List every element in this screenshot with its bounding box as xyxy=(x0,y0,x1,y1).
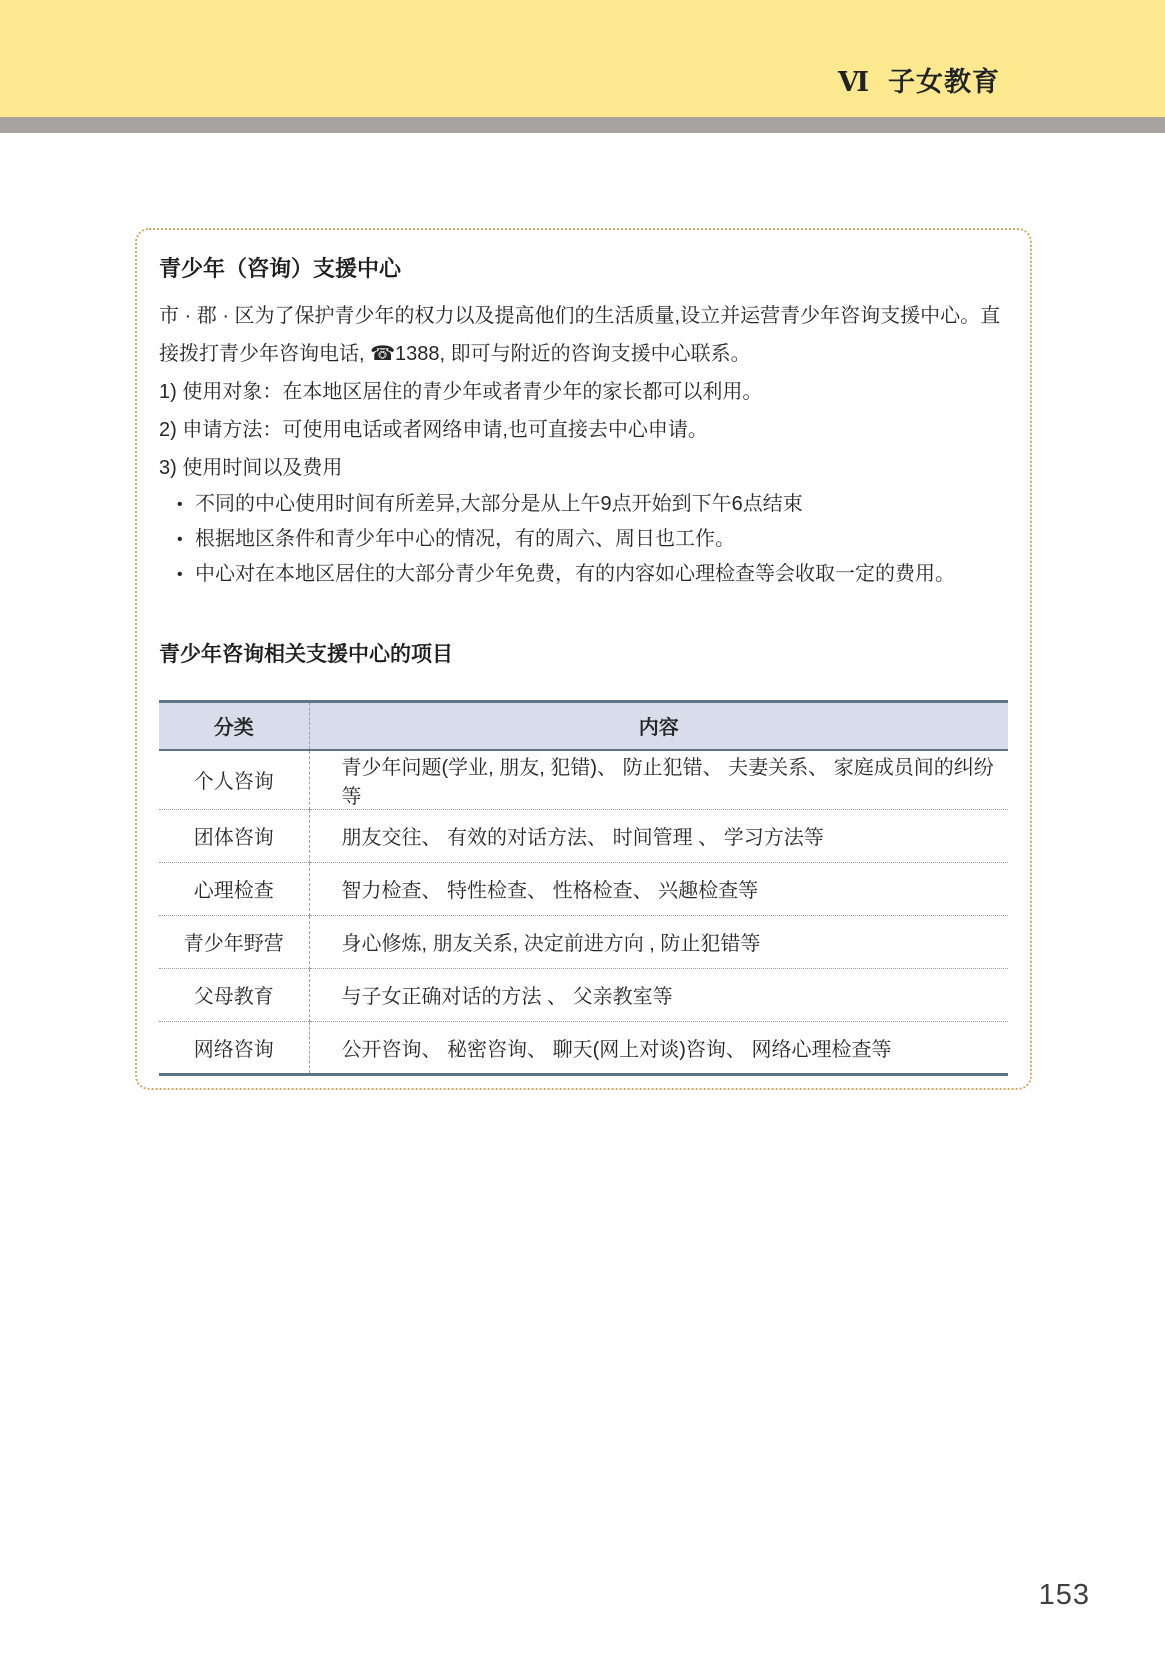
bullet-icon: • xyxy=(177,531,183,548)
table-row xyxy=(159,1021,1008,1074)
bullet-icon: • xyxy=(177,566,183,583)
table-row xyxy=(159,968,1008,1021)
content-cell: 智力检查、 特性检查、 性格检查、 兴趣检查等 xyxy=(309,862,1008,915)
category-cell: 团体咨询 xyxy=(159,809,309,862)
table-row xyxy=(159,809,1008,862)
bullet-icon: • xyxy=(177,496,183,513)
content-cell: 身心修炼, 朋友关系, 决定前进方向 , 防止犯错等 xyxy=(309,915,1008,968)
chapter-header-band xyxy=(0,0,1165,117)
category-cell: 网络咨询 xyxy=(159,1021,309,1074)
category-cell: 父母教育 xyxy=(159,968,309,1021)
content-cell: 公开咨询、 秘密咨询、 聊天(网上对谈)咨询、 网络心理检查等 xyxy=(309,1021,1008,1074)
category-cell: 青少年野营 xyxy=(159,915,309,968)
content-cell: 青少年问题(学业, 朋友, 犯错)、 防止犯错、 夫妻关系、 家庭成员间的纠纷等 xyxy=(341,756,994,808)
bullet-item xyxy=(159,522,1008,557)
content-cell: 与子女正确对话的方法 、 父亲教室等 xyxy=(309,968,1008,1021)
bullet-item xyxy=(159,557,1008,592)
table-row xyxy=(159,750,1008,810)
category-cell: 心理检查 xyxy=(159,862,309,915)
category-cell: 个人咨询 xyxy=(159,750,309,810)
bullet-text: 中心对在本地区居住的大部分青少年免费，有的内容如心理检查等会收取一定的费用。 xyxy=(195,563,955,585)
column-header-category: 分类 xyxy=(159,702,309,750)
numbered-item: 3) 使用时间以及费用 xyxy=(159,457,343,479)
numbered-item: 1) 使用对象：在本地区居住的青少年或者青少年的家长都可以利用。 xyxy=(159,381,763,403)
column-header-content: 内容 xyxy=(309,702,1008,750)
page-number: 153 xyxy=(1038,1579,1090,1611)
chapter-number: Ⅵ xyxy=(837,67,870,97)
bullet-text: 不同的中心使用时间有所差异,大部分是从上午9点开始到下午6点结束 xyxy=(195,493,803,515)
bullet-item xyxy=(159,487,1008,522)
chapter-title: 子女教育 xyxy=(888,67,1000,97)
header-divider-bar xyxy=(0,117,1165,133)
numbered-item: 2) 申请方法：可使用电话或者网络申请,也可直接去中心申请。 xyxy=(159,419,708,441)
table-row xyxy=(159,862,1008,915)
youth-support-info-box xyxy=(135,228,1032,1090)
chapter-heading xyxy=(838,60,1000,99)
table-title: 青少年咨询相关支援中心的项目 xyxy=(159,643,453,666)
content-cell: 朋友交往、 有效的对话方法、 时间管理 、 学习方法等 xyxy=(309,809,1008,862)
bullet-text: 根据地区条件和青少年中心的情况，有的周六、周日也工作。 xyxy=(195,528,735,550)
table-header-row xyxy=(159,702,1008,750)
intro-paragraph: 市 · 郡 · 区为了保护青少年的权力以及提高他们的生活质量,设立并运营青少年咨询支援中心。直接拨打青少年咨询电话, ☎1388, 即可与附近的咨询支援中心联系。 xyxy=(159,305,1001,365)
support-center-table xyxy=(159,700,1008,1076)
info-box-title: 青少年（咨询）支援中心 xyxy=(159,256,402,281)
table-row xyxy=(159,915,1008,968)
